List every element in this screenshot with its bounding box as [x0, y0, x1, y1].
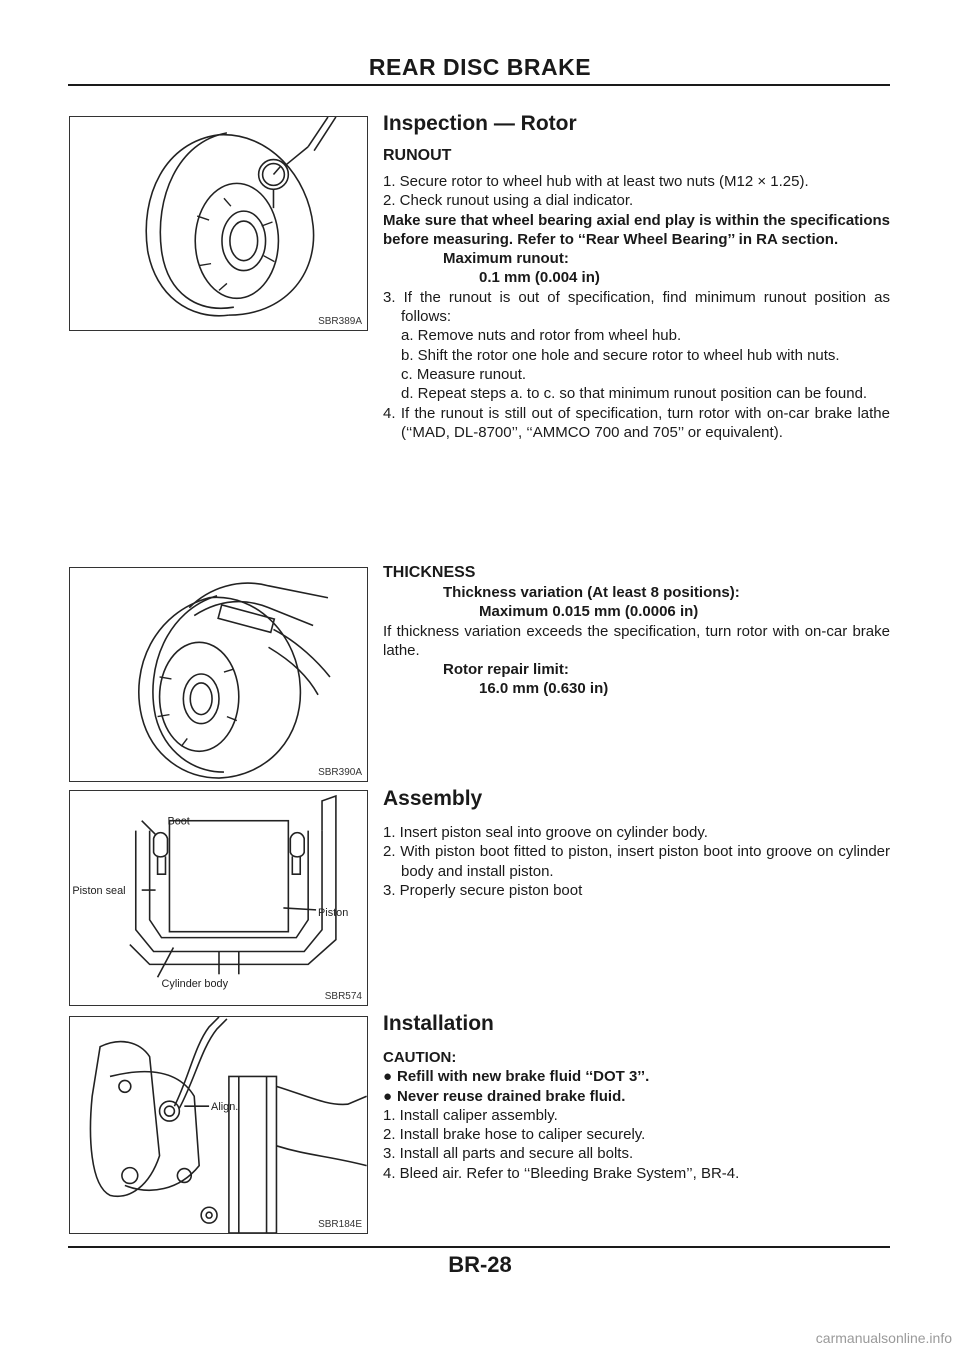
repair-limit-value: 16.0 mm (0.630 in) — [479, 680, 609, 698]
repair-limit-label: Rotor repair limit: — [443, 661, 569, 679]
caution-bullet-2 — [383, 1087, 890, 1106]
runout-step-1: 1. Secure rotor to wheel hub with at least two nuts (M12 × 1.25). — [383, 173, 809, 190]
figure-code: SBR574 — [324, 991, 362, 1002]
runout-step-4: 4. If the runout is still out of specification, turn rotor with on-car brake lathe (‘‘MAD, DL-8700’’, ‘‘AMMCO 700 and 705’’ or equivalent). — [383, 404, 890, 441]
runout-note: Make sure that wheel bearing axial end play is within the specifications before measuring. Refer to ‘‘Rear Wheel Bearing’’ in RA section. — [383, 211, 890, 248]
page-header-title: REAR DISC BRAKE — [368, 54, 592, 80]
page-number: BR-28 — [448, 1252, 512, 1277]
caution-bullet-1 — [383, 1067, 890, 1086]
installation-section — [383, 1012, 890, 1183]
caution-label: CAUTION: — [383, 1049, 457, 1066]
installation-step-4: 4. Bleed air. Refer to ‘‘Bleeding Brake System’’, BR-4. — [383, 1164, 740, 1182]
figure-code: SBR389A — [318, 316, 362, 327]
thickness-spec-value: Maximum 0.015 mm (0.0006 in) — [479, 603, 699, 621]
installation-step-2: 2. Install brake hose to caliper securely. — [383, 1126, 646, 1144]
cylinder-body-label: Cylinder body — [161, 978, 229, 991]
watermark: carmanualsonline.info — [815, 1330, 952, 1346]
runout-step-3: 3. If the runout is out of specification, find minimum runout position as follows: — [383, 288, 890, 326]
installation-title: Installation — [383, 1012, 494, 1035]
inspection-section — [383, 112, 890, 442]
runout-spec-label: Maximum runout: — [443, 250, 569, 268]
thickness-text: If thickness variation exceeds the specification, turn rotor with on-car brake lathe. — [383, 622, 890, 659]
boot-label: Boot — [167, 815, 190, 828]
piston-cross-section-illustration — [70, 791, 367, 1005]
runout-step-3a: a. Remove nuts and rotor from wheel hub. — [401, 327, 682, 345]
assembly-section — [383, 787, 890, 900]
runout-step-2: 2. Check runout using a dial indicator. — [383, 192, 634, 210]
installation-step-3: 3. Install all parts and secure all bolts. — [383, 1145, 634, 1163]
caliper-installation-illustration — [70, 1017, 367, 1233]
figure-code: SBR184E — [318, 1219, 362, 1230]
figure-assembly-cross-section — [69, 790, 368, 1006]
assembly-step-3: 3. Properly secure piston boot — [383, 881, 583, 899]
runout-step-3b: b. Shift the rotor one hole and secure rotor to wheel hub with nuts. — [401, 346, 840, 364]
rotor-dial-illustration — [70, 117, 367, 330]
inspection-title: Inspection — Rotor — [383, 112, 577, 135]
runout-step-3c: c. Measure runout. — [401, 365, 527, 383]
installation-step-1: 1. Install caliper assembly. — [383, 1106, 558, 1124]
align-label: Align. — [211, 1101, 239, 1114]
thickness-section — [383, 563, 890, 699]
header-rule — [68, 84, 890, 86]
figure-installation-caliper — [69, 1016, 368, 1234]
bullet-icon: ● — [383, 1087, 393, 1105]
runout-heading: RUNOUT — [383, 147, 452, 164]
figure-thickness-micrometer — [69, 567, 368, 782]
assembly-step-1: 1. Insert piston seal into groove on cylinder body. — [383, 824, 708, 841]
rotor-micrometer-illustration — [70, 568, 367, 781]
piston-label: Piston — [318, 906, 349, 919]
figure-runout-dial-indicator — [69, 116, 368, 331]
assembly-step-2: 2. With piston boot fitted to piston, insert piston boot into groove on cylinder body and install piston. — [383, 843, 890, 880]
thickness-spec-label: Thickness variation (At least 8 positions): — [443, 584, 740, 601]
assembly-title: Assembly — [383, 787, 483, 810]
bullet-icon: ● — [383, 1068, 393, 1086]
thickness-heading: THICKNESS — [383, 564, 476, 581]
caution-bullet-1-text: Refill with new brake fluid ‘‘DOT 3’’. — [397, 1068, 650, 1086]
caution-bullet-2-text: Never reuse drained brake fluid. — [397, 1087, 626, 1105]
figure-code: SBR390A — [318, 767, 362, 778]
runout-step-3d: d. Repeat steps a. to c. so that minimum runout position can be found. — [401, 385, 868, 403]
runout-spec-value: 0.1 mm (0.004 in) — [479, 269, 600, 287]
piston-seal-label: Piston seal — [72, 885, 126, 898]
footer-rule — [68, 1246, 890, 1248]
